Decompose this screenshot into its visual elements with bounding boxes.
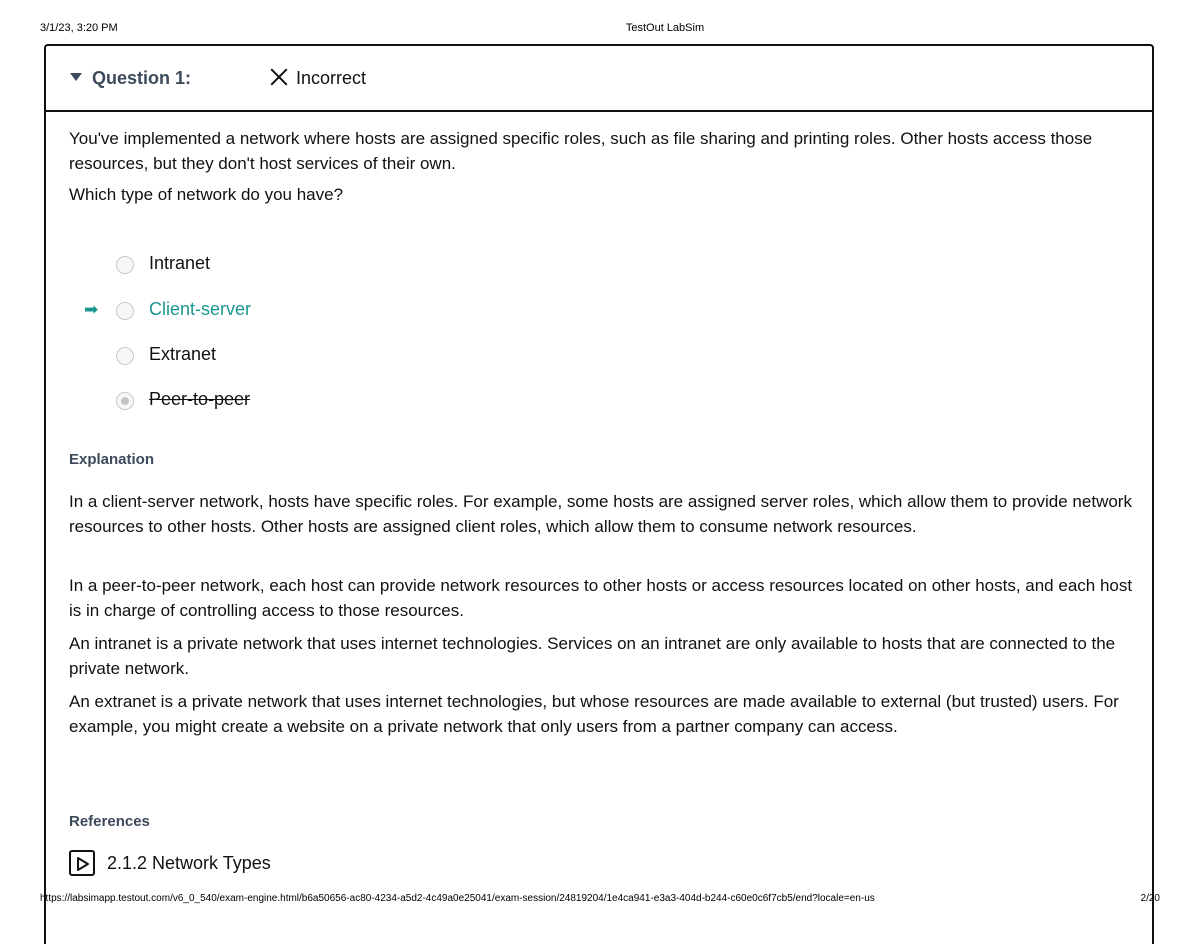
correct-answer-arrow-icon: ➡ <box>84 300 99 319</box>
explanation-paragraph: In a peer-to-peer network, each host can provide network resources to other hosts or access resources located on other hosts, and each host is in charge of controlling access to those resources. <box>69 576 1133 620</box>
question-text: You've implemented a network where hosts are assigned specific roles, such as file sharing and printing roles. Other hosts access those resources, but they don't host services of their own. <box>69 129 1093 173</box>
explanation-heading: Explanation <box>69 451 155 468</box>
choice-label: Intranet <box>149 253 211 273</box>
radio-button[interactable] <box>116 256 134 274</box>
incorrect-x-icon <box>268 66 290 88</box>
question-prompt: Which type of network do you have? <box>69 185 344 204</box>
page-number: 2/20 <box>1140 893 1160 904</box>
choice-label: Extranet <box>149 344 217 364</box>
radio-button-selected[interactable] <box>116 392 134 410</box>
choice-client-server[interactable] <box>46 298 446 324</box>
question-label: Question 1: <box>92 68 192 88</box>
choice-extranet[interactable] <box>46 343 446 369</box>
explanation-paragraph: In a client-server network, hosts have specific roles. For example, some hosts are assigned server roles, which allow them to provide network resources to other hosts. Other hosts are assigned client roles, which allow them to consume network resources. <box>69 492 1132 536</box>
reference-link[interactable] <box>69 850 469 878</box>
print-date: 3/1/23, 3:20 PM <box>40 22 118 34</box>
choice-label: Client-server <box>149 299 252 319</box>
result-status: Incorrect <box>296 68 367 88</box>
caret-down-icon[interactable] <box>70 73 82 81</box>
radio-button[interactable] <box>116 347 134 365</box>
print-header <box>0 22 1200 38</box>
radio-button[interactable] <box>116 302 134 320</box>
reference-label[interactable]: 2.1.2 Network Types <box>107 853 271 873</box>
explanation-paragraph: An extranet is a private network that uses internet technologies, but whose resources are made available to external (but trusted) users. For example, you might create a website on a private network that only users from a partner company can access. <box>69 692 1119 736</box>
video-play-icon <box>69 850 95 876</box>
choice-label: Peer-to-peer <box>149 389 251 409</box>
question-header[interactable] <box>46 46 1154 112</box>
choice-intranet[interactable] <box>46 252 446 278</box>
references-heading: References <box>69 813 150 830</box>
print-url: https://labsimapp.testout.com/v6_0_540/exam-engine.html/b6a50656-ac80-4234-a5d2-4c49a0e25041/exam-session/24819204/1e4ca941-e3a3-404d-b244-c60e0c6f7cb5/end?locale=en-us <box>40 893 875 904</box>
print-title: TestOut LabSim <box>625 22 705 34</box>
question-card <box>44 44 1154 944</box>
explanation-paragraph: An intranet is a private network that uses internet technologies. Services on an intranet are only available to hosts that are connected to the private network. <box>69 634 1116 678</box>
choice-peer-to-peer[interactable] <box>46 388 446 414</box>
